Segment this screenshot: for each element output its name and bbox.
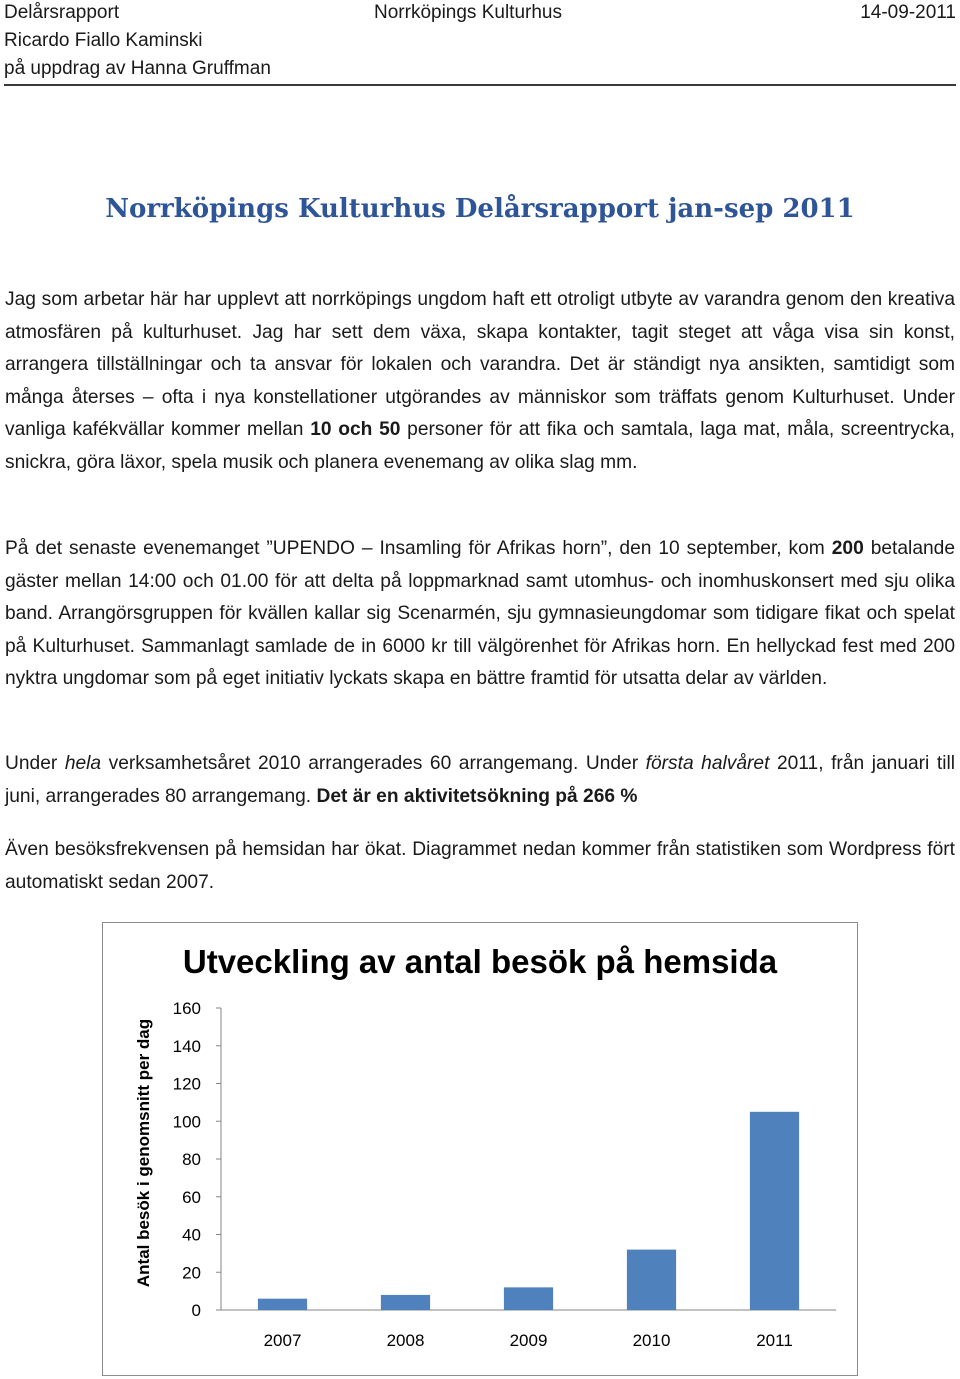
text-span: På det senaste evenemanget ”UPENDO – Insamling för Afrikas horn”, den 10 september, kom (5, 538, 832, 559)
bold-span: Det är en aktivitetsökning på 266 % (316, 785, 638, 807)
text-span: Jag som arbetar här har upplevt att norrköpings ungdom haft ett otroligt utbyte av varandra genom den kreativa atmosfären på kulturhuset. Jag har sett dem växa, skapa kontakter, tagit steget att våga visa sin konst, arrangera tillställningar och ta ansvar för lokalen och varandra. Det är ständigt nya ansikten, samtidigt som många återses – ofta i nya konstellationer utgörandes av människor som träffats genom Kulturhuset. Under vanliga kafékvällar kommer mellan (5, 289, 955, 440)
y-tick-label: 40 (182, 1225, 201, 1245)
header-commissioner: på uppdrag av Hanna Gruffman (4, 58, 271, 79)
bold-span: och (338, 419, 373, 440)
chart-y-ticks (173, 999, 221, 1320)
y-tick-label: 100 (172, 1112, 201, 1132)
header-author: Ricardo Fiallo Kaminski (4, 30, 203, 51)
paragraph-activity (5, 748, 955, 813)
y-tick-label: 60 (182, 1187, 201, 1207)
text-span: 2011, från januari till juni, arrangerades 80 arrangemang. (5, 753, 955, 807)
document-title: Norrköpings Kulturhus Delårsrapport jan-sep 2011 (105, 194, 855, 224)
text-span: betalande gäster mellan 14:00 och 01.00 för att delta på loppmarknad samt utomhus- och inomhuskonsert med sju olika band. Arrangörsgruppen för kvällen kallar sig Scenarmén, sju gymnasieungdomar som tidigare fikat och spelat på Kulturhuset. Sammanlagt samlade de in 6000 kr till välgörenhet för Afrikas horn. En hellyckad fest med 200 nyktra ungdomar som på eget initiativ lyckats skapa en bättre framtid för utsatta delar av världen. (5, 538, 956, 689)
x-tick-label: 2007 (263, 1331, 302, 1350)
visits-bar-chart (0, 920, 960, 1379)
italic-span: hela (64, 753, 102, 774)
paragraph-experience (5, 284, 955, 479)
paragraph-website (5, 834, 955, 899)
paragraph-upendo (5, 533, 955, 696)
chart-title: Utveckling av antal besök på hemsida (182, 943, 778, 980)
header-date: 14-09-2011 (860, 2, 956, 23)
y-tick-label: 20 (182, 1263, 201, 1283)
header-left (4, 0, 271, 83)
header-report-type: Delårsrapport (4, 2, 120, 23)
bar-2008 (381, 1295, 430, 1310)
chart-x-ticks (264, 1331, 793, 1350)
chart-bars (258, 1112, 799, 1310)
header-organization: Norrköpings Kulturhus (374, 2, 562, 23)
text-span: Även besöksfrekvensen på hemsidan har ökat. Diagrammet nedan kommer från statistiken som Wordpress fört automatiskt sedan 2007. (5, 839, 955, 893)
y-tick-label: 160 (172, 999, 201, 1018)
x-tick-label: 2008 (386, 1331, 425, 1350)
bold-span: 10 (310, 419, 332, 440)
italic-span: första halvåret (645, 753, 770, 774)
text-span: Under (5, 753, 65, 774)
bar-2009 (504, 1287, 553, 1310)
text-span: verksamhetsåret 2010 arrangerades 60 arrangemang. Under (101, 753, 646, 774)
y-tick-label: 120 (172, 1074, 201, 1094)
x-tick-label: 2011 (756, 1331, 793, 1350)
y-tick-label: 80 (182, 1150, 201, 1169)
bar-2007 (258, 1299, 307, 1310)
x-tick-label: 2009 (509, 1331, 548, 1350)
page-header (4, 0, 956, 86)
x-tick-label: 2010 (632, 1331, 671, 1350)
y-tick-label: 140 (172, 1036, 201, 1056)
bar-2010 (627, 1250, 676, 1310)
bold-span: 50 (379, 419, 401, 440)
bold-span: 200 (831, 538, 864, 559)
text-span: personer för att fika och samtala, laga mat, måla, screentrycka, snickra, göra läxor, spela musik och planera evenemang av olika slag mm. (5, 419, 955, 473)
y-tick-label: 0 (191, 1301, 201, 1320)
chart-y-axis-label: Antal besök i genomsnitt per dag (134, 1018, 153, 1288)
bar-2011 (750, 1112, 799, 1310)
